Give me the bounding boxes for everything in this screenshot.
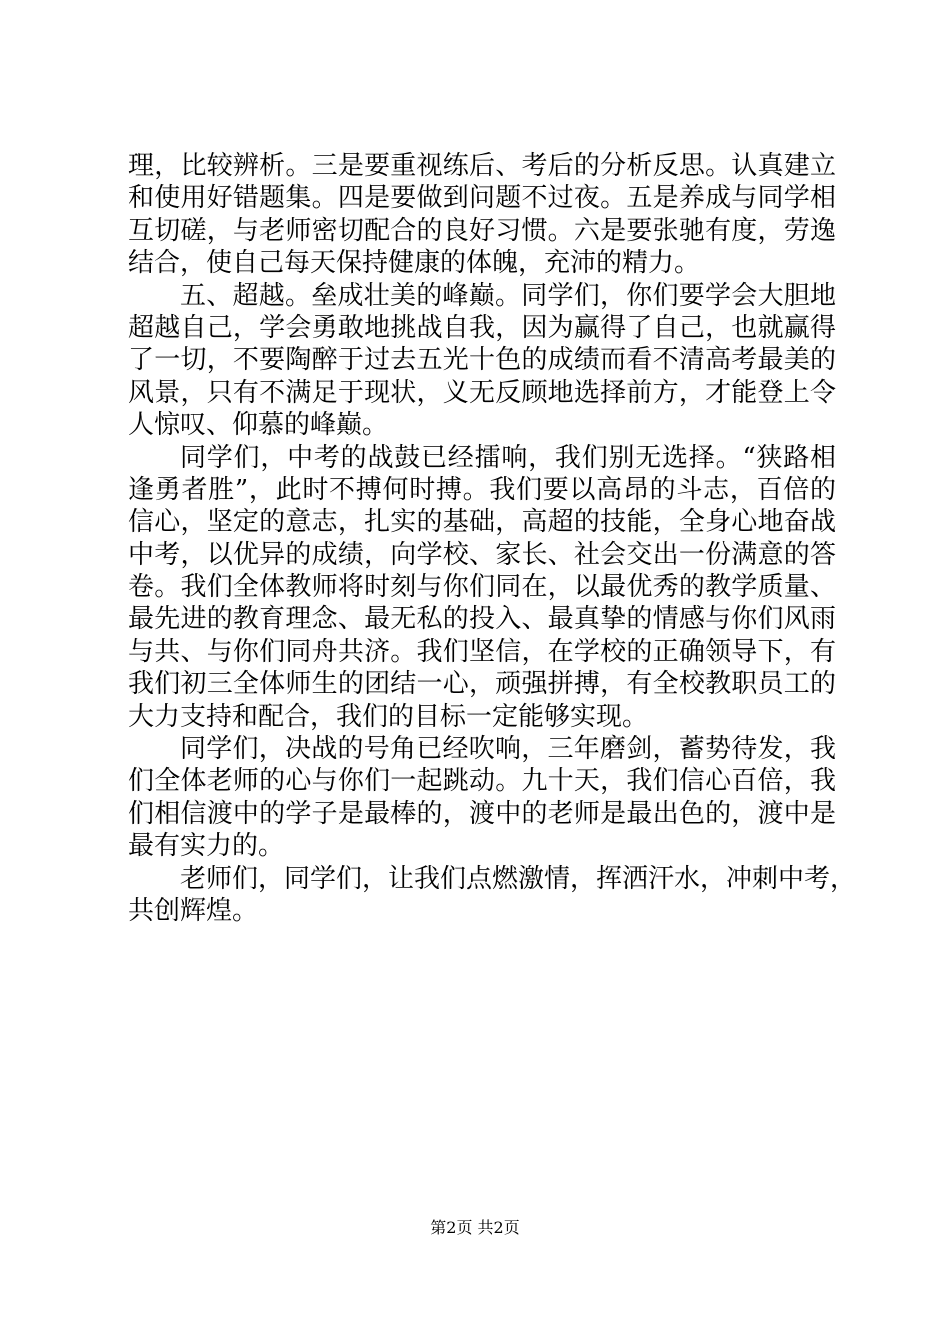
text-line: 逢勇者胜”，此时不搏何时搏。我们要以高昂的斗志，百倍的 [128,474,836,505]
paragraph-3 [128,442,836,734]
text-line: 了一切，不要陶醉于过去五光十色的成绩而看不清高考最美的 [128,345,836,376]
text-line: 与共、与你们同舟共济。我们坚信，在学校的正确领导下，有 [128,636,836,667]
text-line: 五、超越。垒成壮美的峰巅。同学们，你们要学会大胆地 [180,280,836,311]
text-line: 互切磋，与老师密切配合的良好习惯。六是要张驰有度，劳逸 [128,215,836,246]
paragraph-4 [128,733,836,863]
text-line: 超越自己，学会勇敢地挑战自我，因为赢得了自己，也就赢得 [128,312,836,343]
text-line: 大力支持和配合，我们的目标一定能够实现。 [128,701,649,732]
text-line: 结合，使自己每天保持健康的体魄，充沛的精力。 [128,248,701,279]
text-line: 同学们，中考的战鼓已经擂响，我们别无选择。“狭路相 [180,442,836,473]
text-line: 们全体老师的心与你们一起跳动。九十天，我们信心百倍，我 [128,766,836,797]
text-line: 和使用好错题集。四是要做到问题不过夜。五是养成与同学相 [128,183,836,214]
text-line: 们相信渡中的学子是最棒的，渡中的老师是最出色的，渡中是 [128,798,836,829]
paragraph-2 [128,280,836,442]
text-line: 风景，只有不满足于现状，义无反顾地选择前方，才能登上令 [128,377,836,408]
text-line: 最先进的教育理念、最无私的投入、最真挚的情感与你们风雨 [128,604,836,635]
paragraph-5 [128,863,857,928]
text-line: 理，比较辨析。三是要重视练后、考后的分析反思。认真建立 [128,151,836,181]
document-body [128,150,857,927]
text-line: 老师们，同学们，让我们点燃激情，挥洒汗水，冲刺中考， [180,863,857,894]
text-line: 最有实力的。 [128,831,285,862]
text-line: 我们初三全体师生的团结一心，顽强拼搏，有全校教职员工的 [128,669,836,700]
text-line: 人惊叹、仰慕的峰巅。 [128,410,389,441]
text-line: 卷。我们全体教师将时刻与你们同在，以最优秀的教学质量、 [128,572,836,603]
text-line: 中考，以优异的成绩，向学校、家长、社会交出一份满意的答 [128,539,836,570]
text-line: 信心，坚定的意志，扎实的基础，高超的技能，全身心地奋战 [128,507,836,538]
paragraph-1 [128,150,836,280]
text-line: 同学们，决战的号角已经吹响，三年磨剑，蓄势待发，我 [180,734,836,765]
page-number-footer: 第2页 共2页 [430,1218,520,1237]
text-line: 共创辉煌。 [128,895,259,926]
